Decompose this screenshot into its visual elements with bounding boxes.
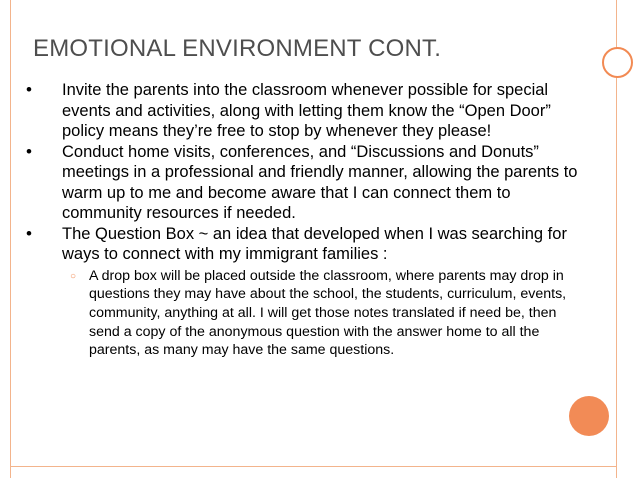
slide-title: EMOTIONAL ENVIRONMENT CONT. <box>33 35 442 62</box>
slide-body <box>26 80 586 360</box>
decorative-circle-icon <box>569 396 609 436</box>
bullet-item <box>26 142 586 224</box>
frame-bottom-line <box>10 466 616 467</box>
bullet-item <box>26 224 586 265</box>
bullet-item <box>26 80 586 142</box>
decorative-ring-icon <box>602 47 633 78</box>
frame-left-line <box>10 0 11 478</box>
bullet-text: The Question Box ~ an idea that developed when I was searching for ways to connect with my immigrant families : <box>62 224 567 263</box>
bullet-marker: • <box>26 223 32 243</box>
bullet-text: Invite the parents into the classroom whenever possible for special events and activities, along with letting them know the “Open Door” policy means they’re free to stop by whenever they please! <box>62 81 551 140</box>
sub-bullet-marker: ○ <box>70 270 77 282</box>
bullet-marker: • <box>26 80 32 99</box>
sub-bullet-item <box>26 267 586 361</box>
sub-bullet-text: A drop box will be placed outside the classroom, where parents may drop in questions they may have about the school, the students, curriculum, events, community, anything at all. I will get those notes translated if need be, then send a copy of the anonymous question with the answer home to all the parents, as many may have the same questions. <box>89 267 567 359</box>
bullet-text: Conduct home visits, conferences, and “Discussions and Donuts” meetings in a professional and friendly manner, allowing the parents to warm up to me and become aware that I can connect them to community resources if needed. <box>62 142 578 222</box>
bullet-marker: • <box>26 141 32 161</box>
